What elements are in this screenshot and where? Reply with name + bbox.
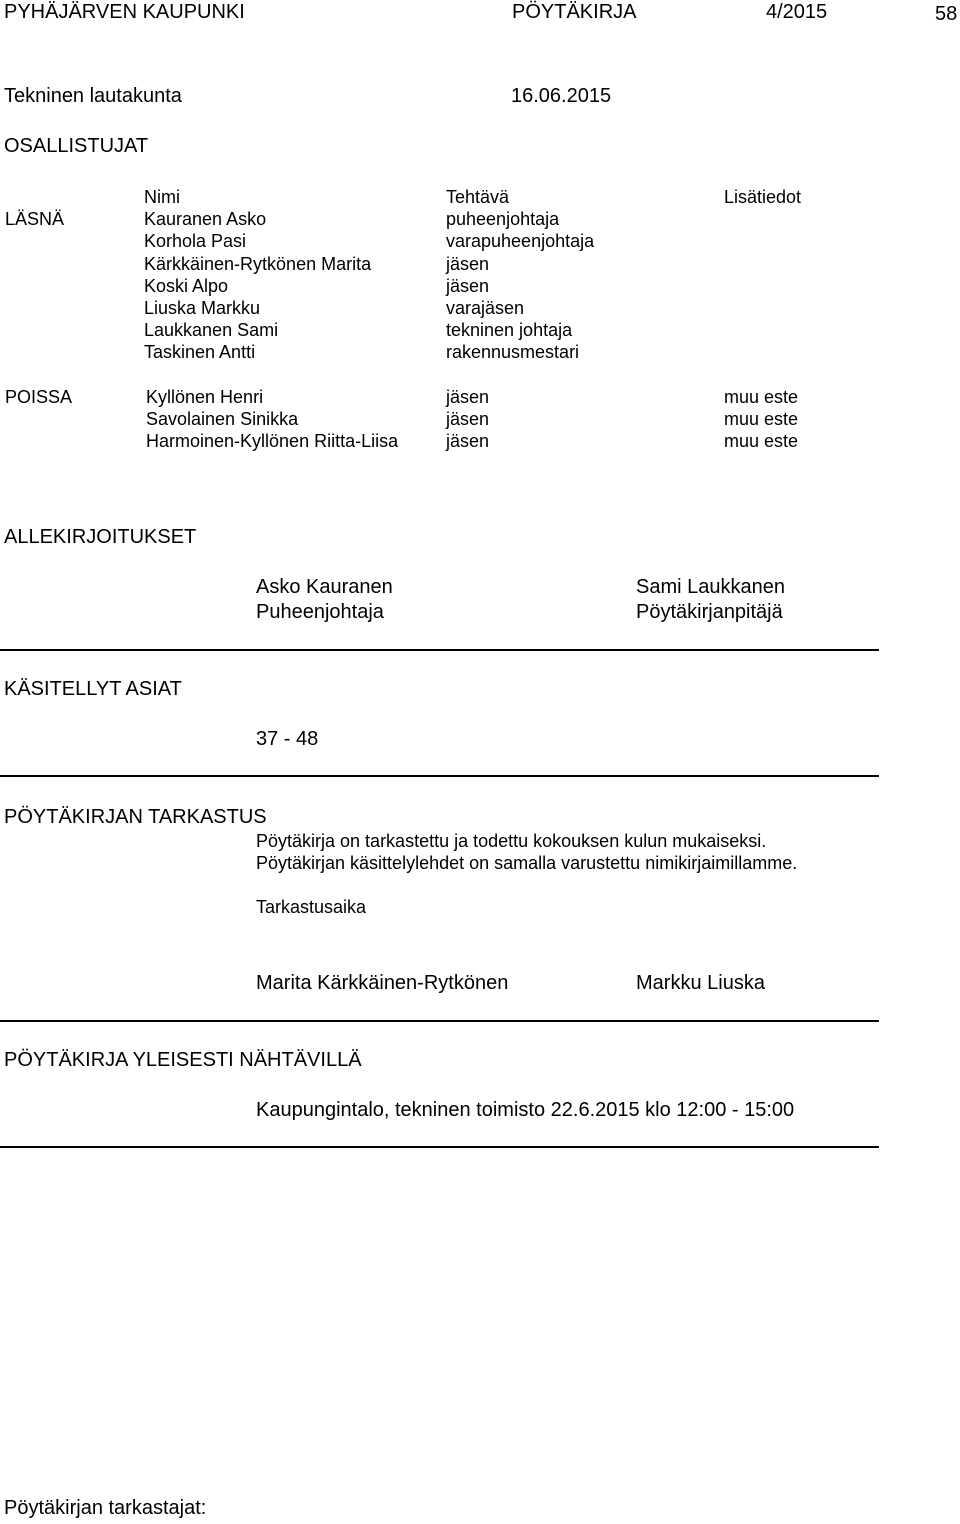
participant-info: muu este — [724, 409, 799, 429]
meeting-date: 16.06.2015 — [511, 85, 612, 107]
participant-name: Liuska Markku — [144, 298, 261, 318]
reviewer-2-name: Markku Liuska — [636, 972, 765, 994]
items-range: 37 - 48 — [256, 728, 319, 750]
absent-label: POISSA — [5, 387, 73, 407]
public-display-heading: PÖYTÄKIRJA YLEISESTI NÄHTÄVILLÄ — [4, 1049, 362, 1071]
review-heading: PÖYTÄKIRJAN TARKASTUS — [4, 806, 267, 828]
committee-name: Tekninen lautakunta — [4, 85, 182, 107]
participant-info: muu este — [724, 431, 799, 451]
section-divider — [0, 1020, 879, 1022]
section-divider — [0, 1146, 879, 1148]
participants-heading: OSALLISTUJAT — [4, 135, 149, 157]
participant-name: Taskinen Antti — [144, 342, 256, 362]
column-header-role: Tehtävä — [446, 187, 510, 207]
items-heading: KÄSITELLYT ASIAT — [4, 678, 182, 700]
signatures-heading: ALLEKIRJOITUKSET — [4, 526, 197, 548]
participant-role: varajäsen — [446, 298, 525, 318]
participant-name: Koski Alpo — [144, 276, 229, 296]
reviewer-1-name: Marita Kärkkäinen-Rytkönen — [256, 972, 509, 994]
chair-name: Asko Kauranen — [256, 576, 393, 598]
participant-role: jäsen — [446, 387, 490, 407]
participant-info: muu este — [724, 387, 799, 407]
chair-title: Puheenjohtaja — [256, 601, 384, 623]
section-divider — [0, 775, 879, 777]
participant-role: jäsen — [446, 409, 490, 429]
participant-name: Korhola Pasi — [144, 231, 247, 251]
participant-role: jäsen — [446, 276, 490, 296]
review-statement-2: Pöytäkirjan käsittelylehdet on samalla varustettu nimikirjaimillamme. — [256, 853, 798, 873]
column-header-info: Lisätiedot — [724, 187, 802, 207]
participant-role: puheenjohtaja — [446, 209, 560, 229]
section-divider — [0, 649, 879, 651]
column-header-name: Nimi — [144, 187, 180, 207]
page-number: 58 — [935, 3, 958, 25]
document-type: PÖYTÄKIRJA — [512, 1, 637, 23]
participant-name: Kärkkäinen-Rytkönen Marita — [144, 254, 372, 274]
participant-role: varapuheenjohtaja — [446, 231, 595, 251]
participant-role: rakennusmestari — [446, 342, 580, 362]
review-time-label: Tarkastusaika — [256, 897, 367, 917]
participant-name: Kauranen Asko — [144, 209, 267, 229]
participant-name: Kyllönen Henri — [146, 387, 264, 407]
participant-role: jäsen — [446, 431, 490, 451]
reviewers-footer-label: Pöytäkirjan tarkastajat: — [4, 1497, 207, 1519]
review-statement-1: Pöytäkirja on tarkastettu ja todettu kokouksen kulun mukaiseksi. — [256, 831, 767, 851]
participant-role: tekninen johtaja — [446, 320, 573, 340]
public-display-details: Kaupungintalo, tekninen toimisto 22.6.2015 klo 12:00 - 15:00 — [256, 1099, 795, 1121]
participant-name: Laukkanen Sami — [144, 320, 279, 340]
participant-name: Savolainen Sinikka — [146, 409, 299, 429]
participant-name: Harmoinen-Kyllönen Riitta-Liisa — [146, 431, 399, 451]
document-number: 4/2015 — [766, 1, 828, 23]
secretary-name: Sami Laukkanen — [636, 576, 785, 598]
present-label: LÄSNÄ — [5, 209, 65, 229]
participant-role: jäsen — [446, 254, 490, 274]
secretary-title: Pöytäkirjanpitäjä — [636, 601, 783, 623]
organization-name: PYHÄJÄRVEN KAUPUNKI — [4, 1, 245, 23]
